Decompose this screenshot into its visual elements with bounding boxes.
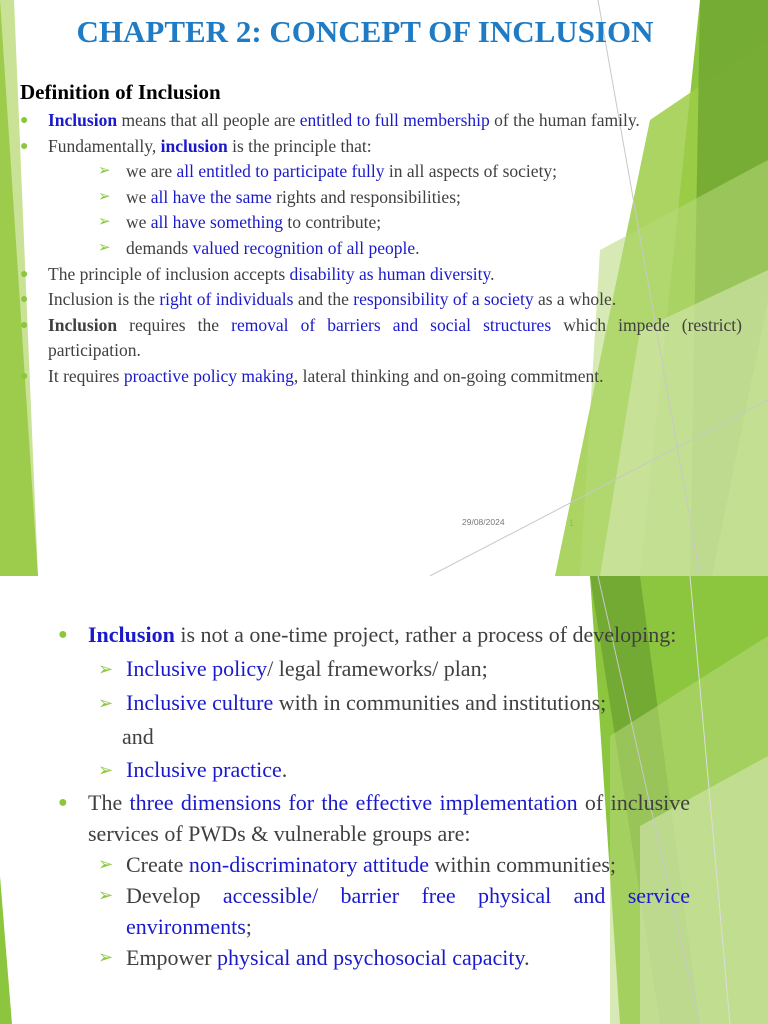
arrow-bullet-icon: ➢ bbox=[98, 239, 111, 256]
arrow-bullet-icon: ➢ bbox=[98, 214, 111, 231]
sub-list-item: ➢ Empower physical and psychosocial capacity. bbox=[0, 942, 690, 973]
arrow-bullet-icon: ➢ bbox=[98, 693, 114, 713]
sub-list-item: ➢ we are all entitled to participate fully in all aspects of society; bbox=[0, 159, 742, 185]
section-heading: Definition of Inclusion bbox=[20, 80, 221, 104]
slide-2-body bbox=[0, 618, 690, 973]
round-bullet-icon: ● bbox=[20, 317, 29, 333]
round-bullet-icon: ● bbox=[20, 368, 29, 384]
round-bullet-icon: ● bbox=[20, 113, 29, 128]
sub-list-item: ➢ we all have something to contribute; bbox=[0, 210, 742, 236]
list-item: ● Inclusion is the right of individuals and the responsibility of a society as a whole. bbox=[0, 287, 742, 313]
sub-list-item: ➢ demands valued recognition of all people. bbox=[0, 236, 742, 262]
sub-list-item: ➢ Develop accessible/ barrier free physical and service environments; bbox=[0, 880, 690, 942]
arrow-bullet-icon: ➢ bbox=[98, 760, 114, 780]
page-title: CHAPTER 2: CONCEPT OF INCLUSION bbox=[76, 14, 654, 49]
round-bullet-icon: ● bbox=[58, 794, 68, 811]
arrow-bullet-icon: ➢ bbox=[98, 163, 111, 180]
round-bullet-icon: ● bbox=[20, 292, 29, 308]
sub-list-item: ➢ we all have the same rights and responsibilities; bbox=[0, 185, 742, 211]
footer-date: 29/08/2024 bbox=[462, 517, 505, 527]
arrow-bullet-icon: ➢ bbox=[98, 885, 114, 905]
list-item: ● The principle of inclusion accepts disability as human diversity. bbox=[0, 262, 742, 288]
continuation-text: and bbox=[122, 724, 154, 749]
sub-list-item: ➢ Create non-discriminatory attitude within communities; bbox=[0, 849, 690, 880]
list-item: ● Inclusion means that all people are entitled to full membership of the human family. bbox=[0, 108, 742, 134]
arrow-bullet-icon: ➢ bbox=[98, 659, 114, 679]
slide-2 bbox=[0, 576, 768, 1024]
list-item: ● It requires proactive policy making, lateral thinking and on-going commitment. bbox=[0, 364, 742, 390]
list-item: ● Inclusion requires the removal of barriers and social structures which impede (restrict) participation. bbox=[20, 314, 742, 361]
sub-list-item: ➢ Inclusive practice. bbox=[0, 753, 690, 787]
slide-number: 1 bbox=[569, 518, 575, 528]
list-item: ● Fundamentally, inclusion is the principle that: bbox=[0, 134, 742, 160]
round-bullet-icon: ● bbox=[58, 626, 68, 643]
arrow-bullet-icon: ➢ bbox=[98, 947, 114, 967]
arrow-bullet-icon: ➢ bbox=[98, 854, 114, 874]
list-item: ● The three dimensions for the effective implementation of inclusive services of PWDs & vulnerable groups are: bbox=[0, 787, 690, 849]
arrow-bullet-icon: ➢ bbox=[98, 188, 111, 205]
sub-list-item: ➢ Inclusive policy/ legal frameworks/ plan; bbox=[0, 652, 690, 686]
round-bullet-icon: ● bbox=[20, 138, 29, 154]
sub-list-item: ➢ Inclusive culture with in communities and institutions; bbox=[0, 686, 690, 720]
list-item: ● Inclusion is not a one-time project, rather a process of developing: bbox=[0, 618, 690, 652]
round-bullet-icon: ● bbox=[20, 266, 29, 282]
slide-1-body bbox=[0, 108, 742, 390]
